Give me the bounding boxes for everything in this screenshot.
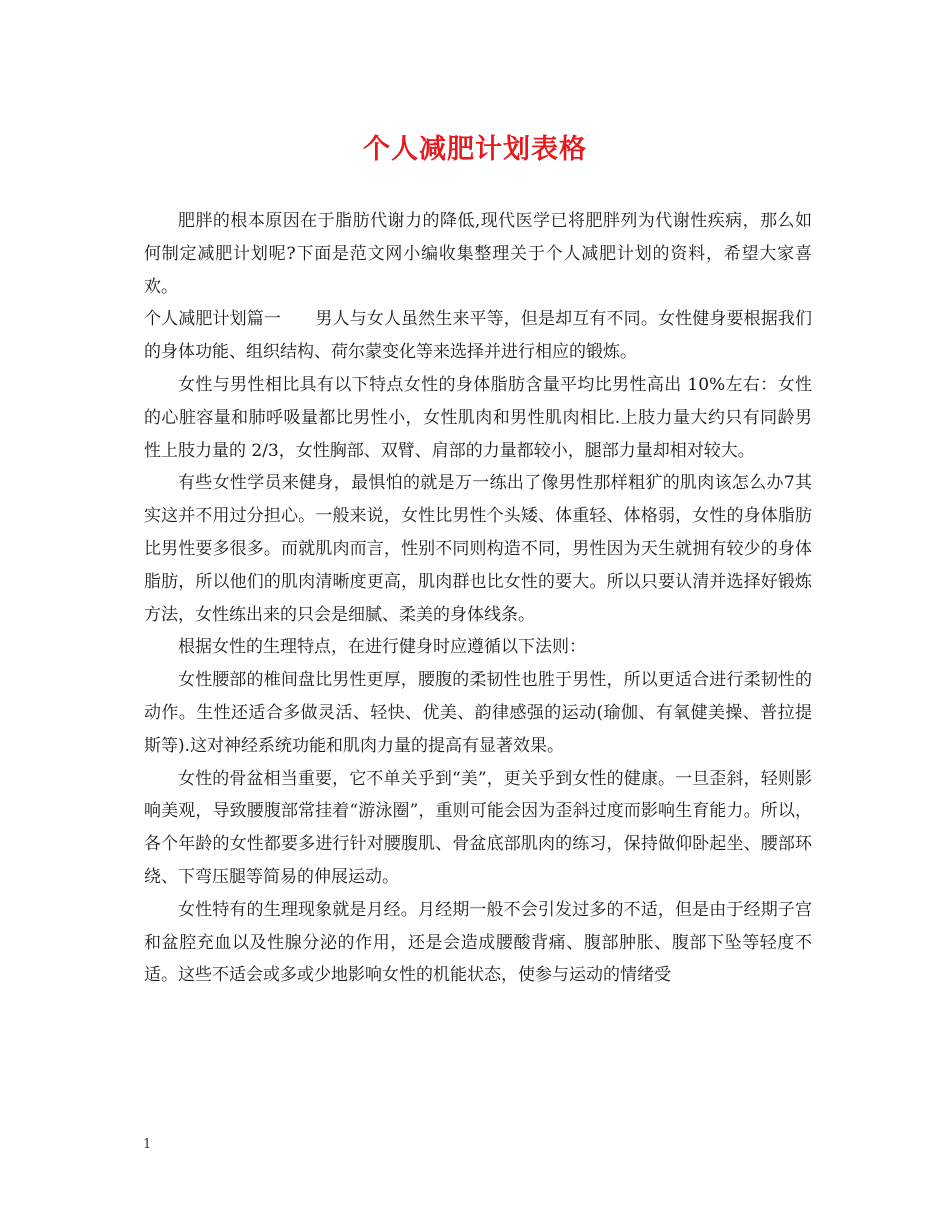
document-title: 个人减肥计划表格: [363, 134, 587, 165]
document-body: [144, 205, 812, 992]
page-number: 1: [143, 1137, 152, 1152]
paragraph-rules-intro: 根据女性的生理特点，在进行健身时应遵循以下法则：: [178, 637, 586, 658]
paragraph-pelvis: 女性的骨盆相当重要，它不单关乎到“美”，更关乎到女性的健康。一旦歪斜，轻则影响美观，导致腰腹部常挂着“游泳圈”，重则可能会因为歪斜过度而影响生育能力。所以，各个年龄的女性都要多进行针对腰腹肌、骨盆底部肌肉的练习，保持做仰卧起坐、腰部环绕、下弯压腿等简易的伸展运动。: [144, 768, 812, 887]
paragraph-waist: 女性腰部的椎间盘比男性更厚，腰腹的柔韧性也胜于男性，所以更适合进行柔韧性的动作。生性还适合多做灵活、轻快、优美、韵律感强的运动(瑜伽、有氧健美操、普拉提斯等).这对神经系统功能和肌肉力量的提高有显著效果。: [144, 670, 812, 756]
paragraph-intro: 肥胖的根本原因在于脂肪代谢力的降低,现代医学已将肥胖列为代谢性疾病，那么如何制定减肥计划呢?下面是范文网小编收集整理关于个人减肥计划的资料，希望大家喜欢。: [144, 211, 812, 297]
paragraph-menstruation: 女性特有的生理现象就是月经。月经期一般不会引发过多的不适，但是由于经期子宫和盆腔充血以及性腺分泌的作用，还是会造成腰酸背痛、腹部肿胀、腹部下坠等轻度不适。这些不适会或多或少地影响女性的机能状态，使参与运动的情绪受: [144, 899, 812, 986]
paragraph-comparison: 女性与男性相比具有以下特点女性的身体脂肪含量平均比男性高出 10%左右：女性的心脏容量和肺呼吸量都比男性小，女性肌肉和男性肌肉相比.上肢力量大约只有同龄男性上肢力量的 2/3，女性胸部、双臂、肩部的力量都较小，腿部力量却相对较大。: [144, 374, 812, 461]
paragraph-section-one: 个人减肥计划篇一 男人与女人虽然生来平等，但是却互有不同。女性健身要根据我们的身体功能、组织结构、荷尔蒙变化等来选择并进行相应的锻炼。: [144, 309, 812, 363]
paragraph-concerns: 有些女性学员来健身，最惧怕的就是万一练出了像男性那样粗犷的肌肉该怎么办7其实这并不用过分担心。一般来说，女性比男性个头矮、体重轻、体格弱，女性的身体脂肪比男性要多很多。而就肌肉而言，性别不同则构造不同，男性因为天生就拥有较少的身体脂肪，所以他们的肌肉清晰度更高，肌肉群也比女性的要大。所以只要认清并选择好锻炼方法，女性练出来的只会是细腻、柔美的身体线条。: [144, 473, 812, 625]
